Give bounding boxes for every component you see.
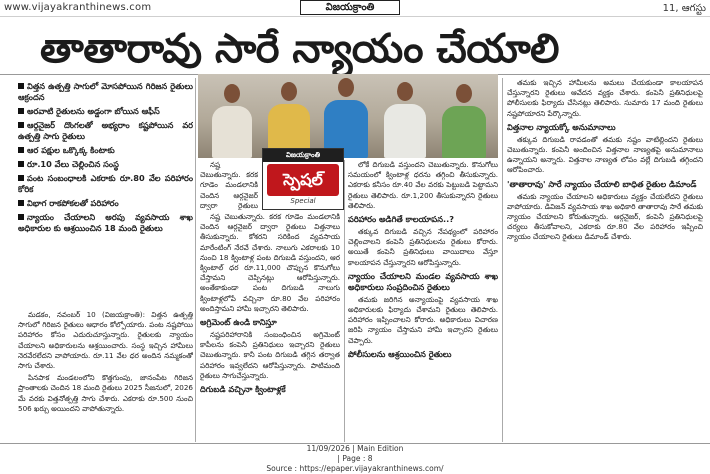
person-figure [442,106,486,158]
badge-brand: విజయక్రాంతి [263,149,343,162]
edition-info: 11/09/2026 | Main Edition [306,444,404,453]
bullet-item: అరవాటి రైతులను అడ్డంగా బోయిన ఆఫీస్ [18,106,193,117]
bullet-item: ఆర పక్షుల ఒక్కొక్క కింటాకు [18,145,193,156]
column-divider [195,78,196,442]
section-heading: న్యాయం చేయాలని మండల వ్యవసాయ శాఖ అధికారులు సంప్రదించిన రైతులు [348,270,498,292]
bullet-square-icon [18,108,24,114]
paragraph: నష్ట చెబుతున్నారు. కరక గూడెం మండలానికి చెందిన ఆర్గనైజర్ ద్వారా రైతులు [200,160,258,210]
section-heading: దిగుబడి వచ్చినా క్వింటాళ్లకే [200,384,286,395]
section-heading: విత్తనాల న్యాయక్కో అనుమానాలు [507,121,616,132]
bullet-square-icon [18,175,24,181]
bullet-list [18,78,193,308]
paragraph: నష్ట చెబుతున్నారు. కరక గూడెం మండలానికి చెందిన ఆర్గనైజర్ ద్వారా రైతులు విత్తనాలు తీసుకున్నారు. కోశరని సరికింద వ్యవసాయ మారేంటింగ్ నేరవే చేశారు. నాలుగు ఎకరాలకు 10 నుంచి 18 క్వింటాళ్ల పంట దిగుబడి వస్తుందని, ఆర క్వింటాల్ ధర రూ.11,000 చొప్పున కొనుగోలు చేస్తామని చెప్పినట్లు ఆరోపిస్తున్నారు. అంతేకాకుండా పంట దిగుబడి నాలుగు క్వింటాళ్లలోపే వచ్చినా రూ.80 వేల పరిహారం అందిస్తామని హామీ ఇచ్చారని తెలిపారు. [200,212,340,313]
source-link[interactable]: Source : https://epaper.vijayakranthinews.com/ [266,464,444,473]
farmers-photo [198,74,498,158]
column-4-body [507,78,703,442]
top-bar [0,0,710,17]
person-head [281,82,297,101]
paragraph: తక్కువ దిగుబడి వచ్చిన నేపథ్యంలో పరిహారం చెల్లించాలని కంపెనీ ప్రతినిధులను రైతులు కోరారు. అయితే కంపెనీ ప్రతినిధులు వాయిదాలు వేస్తూ కాలయాపన చేస్తున్నారని ఆరోపిస్తున్నారు. [348,227,498,267]
bullet-item: రూ.10 వేలు చెల్లించిన సంస్థ [18,159,193,170]
headline: తాతారావు సారే న్యాయం చేయాలి [40,25,559,72]
bullet-item: న్యాయం చేయాలని అరపు వ్యవసాయ శాఖ అధికారుల కు ఆశ్రయించిన 18 మంది రైతులు [18,212,193,233]
brand-logo: విజయక్రాంతి [300,0,400,15]
paragraph: తమకు జరిగిన అన్యాయంపై వ్యవసాయ శాఖ అధికారులకు ఫిర్యాదు చేశామని రైతులు తెలిపారు. పరిహారం ఇప్పించాలని కోరారు. అధికారులు విచారణ జరిపి న్యాయం చేస్తామని హామీ ఇచ్చారని రైతులు చెప్పారు. [348,294,498,345]
bullet-square-icon [18,147,24,153]
section-heading: పోలీసులను ఆశ్రయించిన రైతులు [348,348,452,359]
bullet-item: విత్తన ఉత్పత్తి సాగులో మోసపోయిన గిరిజన రైతులు ఆక్రందన [18,81,193,102]
column-divider [502,78,503,442]
paragraph: నష్టపరిహారానికి సంబంధించిన అగ్రిమెంట్ కాపీలను కంపెనీ ప్రతినిధులు ఇచ్చారని రైతులు చెబుతున్నారు. కానీ పంట దిగుబడి తగ్గిన తర్వాత పరిహారం ఇవ్వలేదని ఆరోపిస్తున్నారు. పాటిమంది రైతులు సాగుచేస్తున్నారు. [200,330,340,380]
person-figure [384,104,426,158]
bullet-item: పంట సంబంధాలకి ఎకరాకు రూ.80 వేల పరిహారం కోరిక [18,173,193,194]
page-number: | Page : 8 [337,454,373,463]
section-heading: పరిహారం అడిగితే కాలయాపన..? [348,214,454,225]
person-head [397,82,413,101]
paragraph: తక్కువ దిగుబడి రావడంతో తమకు నష్టం వాటిల్లిందని రైతులు చెబుతున్నారు. కంపెనీ అందించిన విత్తనాల నాణ్యతపై అనుమానాలు ఉన్నాయని అన్నారు. విత్తనాల నాణ్యత లోపం వల్లే దిగుబడి తగ్గిందని ఆరోపించారు. [507,134,703,175]
header-date: 11, ఆగస్టు [662,3,706,14]
footer [0,444,710,473]
bullet-item: విభాగ రాకపోకలతో పరిహారం [18,198,193,209]
bullet-square-icon [18,200,24,206]
bullet-square-icon [18,214,24,220]
paragraph: పినపాక మండలంలోని కొత్తగుంపు, జానంపేట గిరిజన ప్రాంతాలకు చెందిన 18 మంది రైతులు 2025 సీజనులో, 2026 మే వరకు విత్తనోత్పత్తి సాగు చేశారు. ఎకరాకు రూ.500 నుంచి 506 ఖర్చు అయిందని వాపోతున్నారు. [18,373,193,413]
bullet-item: ఆర్గనైజర్ దొంగలతో అభ్యరాం కష్టపోయిన వర ఉత్పత్తి సాగు రైతులు [18,120,193,141]
paragraph: లోకే దిగుబడి వస్తుందని చెబుతున్నారు. కొనుగోలు సమయంలో క్వింటాళ్ల ధరను తగ్గించి తీసుకున్నారు. ఎకరాకు కనీసం రూ.40 వేల వరకు పెట్టుబడి పెట్టామని రైతులు తెలిపారు. రూ.1,200 తీసుకున్నారని రైతులు తెలిపారు. [348,160,498,210]
column-2-lower [200,212,340,442]
bullet-square-icon [18,83,24,89]
person-head [224,84,240,103]
section-heading: 'తాతారావు' సారే న్యాయం చేయాలి బాధిత రైతుల డిమాండ్ [507,178,697,189]
column-3-body [348,160,498,442]
bullet-square-icon [18,161,24,167]
column-divider [344,160,345,442]
badge-title: స్పెషల్ [267,164,339,196]
paragraph: తమకు న్యాయం చేయాలని అధికారులు వ్యక్తం చేయలేదని రైతులు వాపోయారు. డివిజన్ వ్యవసాయ శాఖ అధికారి తాతారావు సారే తమకు న్యాయం చేయాలని కోరుతున్నారు. ఆర్గనైజర్, కంపెనీ ప్రతినిధులపై చర్యలు తీసుకోవాలని, ఎకరాకు రూ.80 వేల పరిహారం ఇప్పించి న్యాయం చేయాలని రైతులు డిమాండ్ చేశారు. [507,191,703,242]
column-1-body [18,310,193,442]
person-figure [212,106,252,158]
person-head [456,84,472,103]
person-head [338,78,354,97]
special-badge [262,148,344,210]
section-heading: అగ్రిమెంట్ ఉండి కానిస్తూ [200,317,277,328]
bullet-square-icon [18,122,24,128]
paragraph: తమకు ఇచ్చిన హామీలను అమలు చేయకుండా కాలయాపన చేస్తున్నారని రైతులు ఆవేదన వ్యక్తం చేశారు. కంపెనీ ప్రతినిధులపై పోలీసులకు ఫిర్యాదు చేసినట్లు తెలిపారు. సుమారు 17 మంది రైతులు నష్టపోయారని పేర్కొన్నారు. [507,78,703,118]
column-2-body [200,160,258,210]
paragraph: మడకం, నవంబర్ 10 (విజయక్రాంతి): విత్తన ఉత్పత్తి సాగులో గిరిజన రైతులు ఆధారం కోల్పోయారు. పంట నష్టపోయి పరిహారం కోసం ఎదురుచూస్తున్నారు. రైతులకు న్యాయం చేయాలని అధికారులను ఆశ్రయించారు. సంస్థ ఇచ్చిన హామీలు నెరవేరలేదని వాపోయారు. రూ.11 వేల ధర అందిన నమ్మకంతో సాగు చేశారు. [18,310,193,371]
site-url[interactable]: www.vijayakranthinews.com [4,2,152,13]
badge-subtitle: Special [290,197,316,205]
